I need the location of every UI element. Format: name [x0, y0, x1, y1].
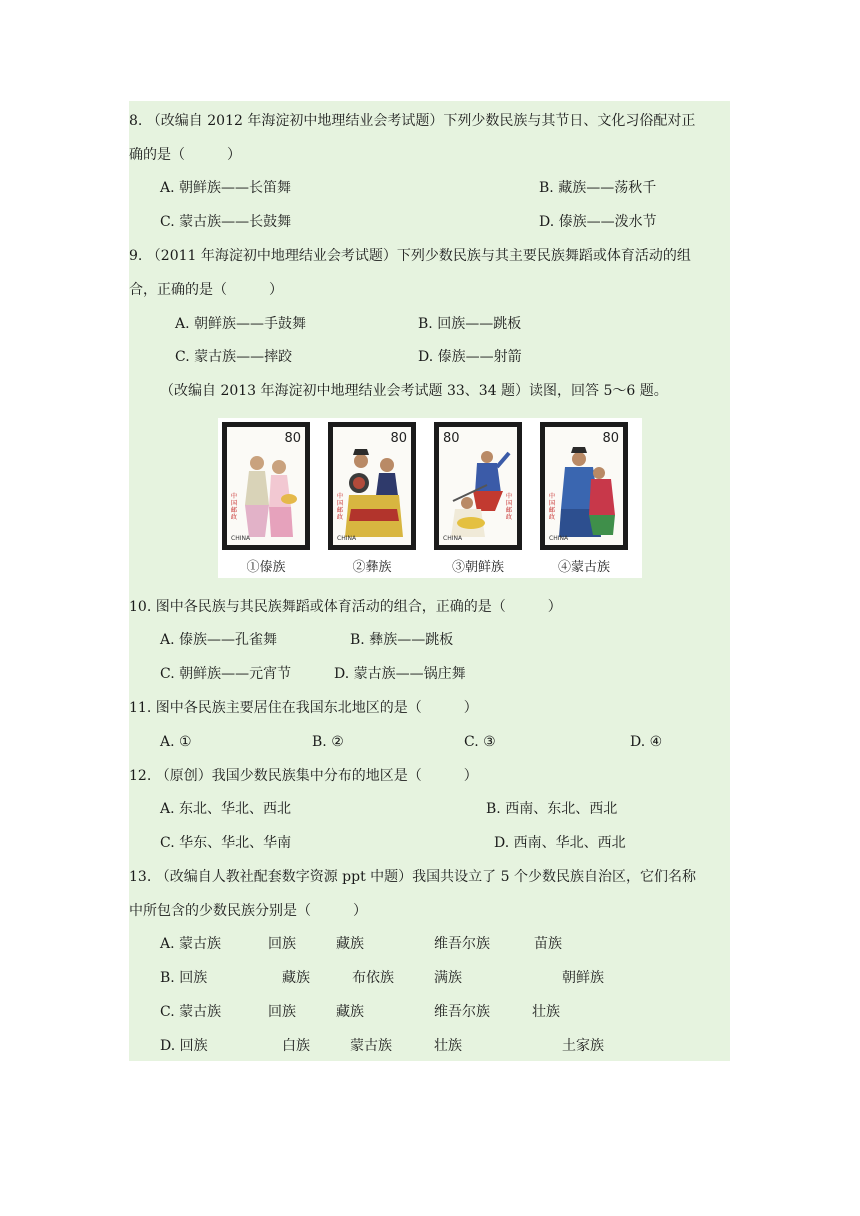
- q12-stem: 12. （原创）我国少数民族集中分布的地区是（ ）: [129, 768, 478, 784]
- dancers-illustration: [447, 445, 513, 541]
- q13-option-d-item: 白族: [282, 1038, 310, 1054]
- q11-stem: 11. 图中各民族主要居住在我国东北地区的是（ ）: [129, 700, 478, 716]
- stamp-dai: [222, 422, 310, 550]
- q12-option-b: B. 西南、东北、西北: [486, 801, 618, 817]
- q9-option-c: C. 蒙古族——摔跤: [175, 349, 293, 365]
- q13-option-b-item: 朝鲜族: [562, 970, 604, 986]
- q8-stem-line1: 8. （改编自 2012 年海淀初中地理结业会考试题）下列少数民族与其节日、文化习俗配对正: [129, 113, 696, 129]
- q13-option-d-item: D. 回族: [160, 1038, 208, 1054]
- q13-option-a-item: 维吾尔族: [434, 936, 490, 952]
- q10-option-d: D. 蒙古族——锅庄舞: [334, 666, 466, 682]
- q13-option-b-item: 藏族: [282, 970, 310, 986]
- stamps-figure: [218, 418, 642, 578]
- q9-stem-line1: 9. （2011 年海淀初中地理结业会考试题）下列少数民族与其主要民族舞蹈或体育活动的组: [129, 248, 691, 264]
- q9-option-d: D. 傣族——射箭: [418, 349, 522, 365]
- q11-option-d: D. ④: [630, 734, 663, 750]
- stamp-post-label: 中国邮政: [549, 493, 556, 521]
- stamp-post-label: 中国邮政: [506, 493, 513, 521]
- stamp-post-label: 中国邮政: [231, 493, 238, 521]
- q13-option-c-item: 壮族: [532, 1004, 560, 1020]
- q12-option-d: D. 西南、华北、西北: [494, 835, 626, 851]
- figure-intro: （改编自 2013 年海淀初中地理结业会考试题 33、34 题）读图，回答 5～6 题。: [160, 383, 668, 399]
- q10-option-a: A. 傣族——孔雀舞: [160, 632, 278, 648]
- q13-option-a-item: A. 蒙古族: [160, 936, 222, 952]
- q13-option-b-item: B. 回族: [160, 970, 208, 986]
- q8-option-d: D. 傣族——泼水节: [539, 214, 657, 230]
- stamp-caption-chaoxian: ③朝鲜族: [451, 560, 504, 575]
- dancers-illustration: [341, 445, 407, 541]
- q12-option-a: A. 东北、华北、西北: [160, 801, 292, 817]
- q8-option-c: C. 蒙古族——长鼓舞: [160, 214, 292, 230]
- q13-option-c-item: 回族: [268, 1004, 296, 1020]
- q13-option-c-item: 维吾尔族: [434, 1004, 490, 1020]
- q13-option-d-item: 土家族: [562, 1038, 604, 1054]
- q8-stem-line2: 确的是（ ）: [129, 147, 241, 163]
- dancers-illustration: [553, 445, 619, 541]
- q13-option-d-item: 蒙古族: [350, 1038, 392, 1054]
- q10-option-c: C. 朝鲜族——元宵节: [160, 666, 292, 682]
- q13-stem-line1: 13. （改编自人教社配套数字资源 ppt 中题）我国共设立了 5 个少数民族自治区，它们名称: [129, 869, 696, 885]
- stamp-post-label: 中国邮政: [337, 493, 344, 521]
- q13-option-a-item: 藏族: [336, 936, 364, 952]
- dancers-illustration: [235, 445, 301, 541]
- q13-option-b-item: 满族: [434, 970, 462, 986]
- stamp-country: CHINA: [337, 535, 357, 542]
- q9-stem-line2: 合，正确的是（ ）: [129, 282, 283, 298]
- q13-stem-line2: 中所包含的少数民族分别是（ ）: [129, 903, 367, 919]
- stamp-caption-dai: ①傣族: [246, 560, 286, 575]
- stamp-chaoxian: [434, 422, 522, 550]
- q13-option-c-item: C. 蒙古族: [160, 1004, 222, 1020]
- q8-option-b: B. 藏族——荡秋千: [539, 180, 657, 196]
- stamp-caption-yi: ②彝族: [352, 560, 392, 575]
- q13-option-b-item: 布依族: [352, 970, 394, 986]
- stamp-value: 80: [390, 431, 407, 446]
- stamp-value: 80: [443, 431, 460, 446]
- q11-option-b: B. ②: [312, 734, 344, 750]
- stamp-value: 80: [284, 431, 301, 446]
- q11-option-a: A. ①: [160, 734, 192, 750]
- q11-option-c: C. ③: [464, 734, 496, 750]
- q13-option-d-item: 壮族: [434, 1038, 462, 1054]
- stamp-country: CHINA: [443, 535, 463, 542]
- stamp-value: 80: [602, 431, 619, 446]
- stamp-country: CHINA: [231, 535, 251, 542]
- q9-option-a: A. 朝鲜族——手鼓舞: [175, 316, 307, 332]
- q10-stem: 10. 图中各民族与其民族舞蹈或体育活动的组合，正确的是（ ）: [129, 599, 562, 615]
- q10-option-b: B. 彝族——跳板: [350, 632, 454, 648]
- stamp-caption-menggu: ④蒙古族: [557, 560, 610, 575]
- q13-option-a-item: 回族: [268, 936, 296, 952]
- q13-option-a-item: 苗族: [534, 936, 562, 952]
- q9-option-b: B. 回族——跳板: [418, 316, 522, 332]
- q12-option-c: C. 华东、华北、华南: [160, 835, 292, 851]
- q13-option-c-item: 藏族: [336, 1004, 364, 1020]
- stamp-menggu: [540, 422, 628, 550]
- q8-option-a: A. 朝鲜族——长笛舞: [160, 180, 292, 196]
- stamp-yi: [328, 422, 416, 550]
- stamp-country: CHINA: [549, 535, 569, 542]
